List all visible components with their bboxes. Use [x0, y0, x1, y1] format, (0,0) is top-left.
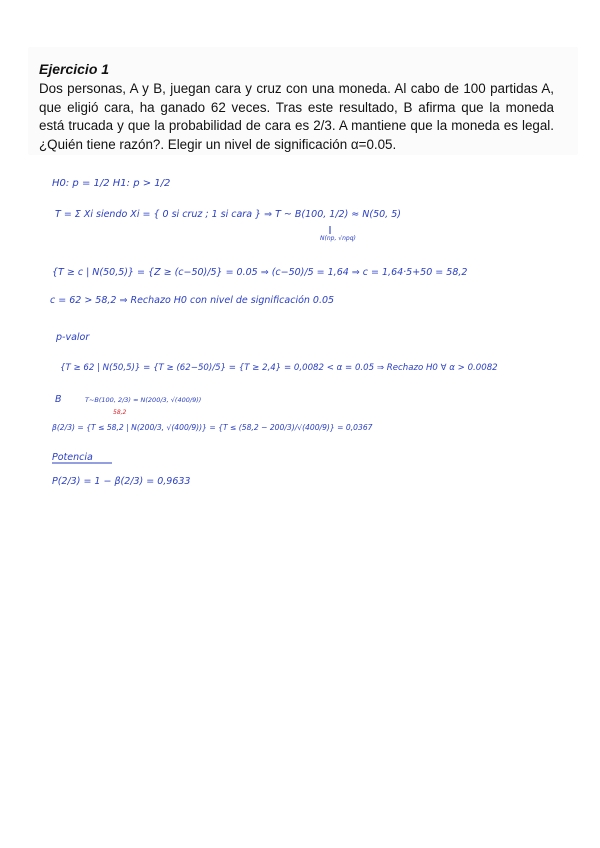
exercise-title: Ejercicio 1 [39, 61, 110, 77]
beta-distribution: T~B(100, 2/3) ≈ N(200/3, √(400/9)) [85, 396, 202, 404]
beta-line: β(2/3) = {T ≤ 58,2 | N(200/3, √(400/9))} = {T ≤ (58,2 − 200/3)/√(400/9)} = 0,0367 [52, 423, 373, 432]
decision-line: c = 62 > 58,2 ⇒ Rechazo H0 con nivel de significación 0.05 [50, 295, 335, 306]
beta-red-value: 58,2 [113, 409, 127, 416]
statistic-line: T = Σ Xi siendo Xi = { 0 si cruz ; 1 si cara } ⇒ T ~ B(100, 1/2) ≈ N(50, 5) [55, 209, 401, 220]
beta-heading: B [55, 394, 62, 405]
exercise-statement: Dos personas, A y B, juegan cara y cruz con una moneda. Al cabo de 100 partidas A, que eligió cara, ha ganado 62 veces. Tras este resultado, B afirma que la moneda está trucada y que la probabilidad de cara es 2/3. A mantiene que la moneda es legal. ¿Quién tiene razón?. Elegir un nivel de significación α=0.05. [39, 81, 554, 153]
potencia-line: P(2/3) = 1 − β(2/3) = 0,9633 [52, 476, 191, 487]
pvalue-line: {T ≥ 62 | N(50,5)} = {T ≥ (62−50)/5} = {T ≥ 2,4} = 0,0082 < α = 0.05 ⇒ Rechazo H0 ∀ α > 0.0082 [60, 363, 498, 373]
hypotheses-line: H0: p = 1/2 H1: p > 1/2 [52, 178, 171, 189]
critical-region-line: {T ≥ c | N(50,5)} = {Z ≥ (c−50)/5} = 0.05 ⇒ (c−50)/5 = 1,64 ⇒ c = 1,64·5+50 = 58,2 [52, 267, 468, 278]
pvalue-heading: p-valor [56, 332, 90, 343]
normal-approx-note: N(np, √npq) [320, 235, 356, 242]
potencia-heading: Potencia [52, 452, 93, 463]
